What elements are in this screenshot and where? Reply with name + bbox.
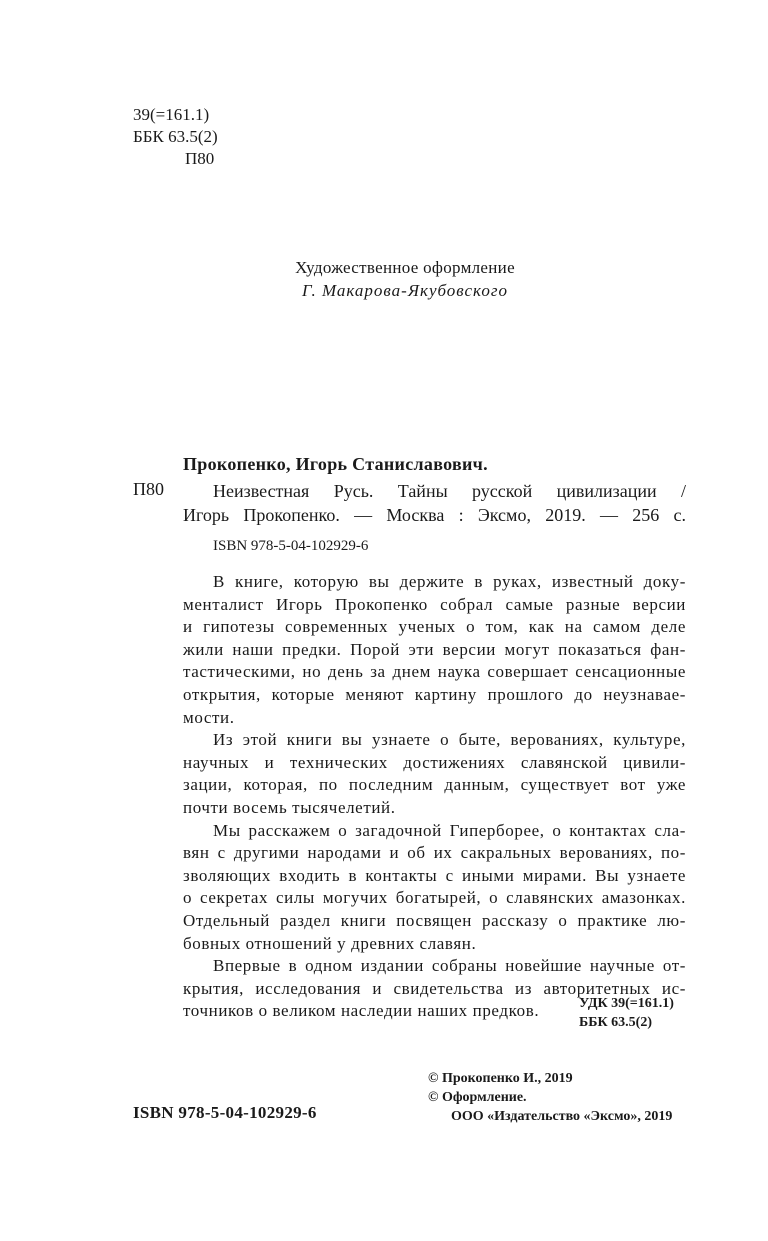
art-designer-name: Г. Макарова-Якубовского: [302, 281, 508, 300]
art-design-label: Художественное оформление: [295, 258, 515, 277]
classification-codes: [579, 994, 674, 1032]
annotation-line: почти восемь тысячелетий.: [183, 797, 396, 817]
annotation-line: крытия, исследования и свидетельства из авторитетных ис-: [183, 978, 686, 998]
annotation-line: вян с другими народами и об их сакральных верованиях, по-: [183, 843, 686, 863]
annotation-line: зволяющих входить в контакты с иными мирами. Вы узнаете: [183, 865, 686, 885]
copyright-design: © Оформление.: [428, 1090, 527, 1105]
annotation-line: Впервые в одном издании собраны новейшие научные от-: [213, 956, 686, 976]
copyright-author: © Прокопенко И., 2019: [428, 1071, 573, 1086]
annotation-line: научных и технических достижениях славянской цивили-: [183, 752, 686, 772]
author-heading: Прокопенко, Игорь Станиславович.: [183, 454, 488, 474]
title-line: Игорь Прокопенко. — Москва : Эксмо, 2019. — 256 с.: [183, 505, 686, 525]
title-line: Неизвестная Русь. Тайны русской цивилизации /: [213, 481, 686, 501]
annotation-line: В книге, которую вы держите в руках, известный доку-: [213, 572, 686, 591]
annotation-line: тастическими, но день за днем наука совершает сенсационные: [183, 662, 686, 682]
annotation-line: точников о великом наследии наших предков.: [183, 1001, 540, 1021]
annotation-line: и гипотезы современных ученых о том, как на самом деле: [183, 617, 686, 637]
top-classification-codes: [133, 104, 218, 170]
author-mark-left: П80: [133, 479, 164, 499]
udk-code: 39(=161.1): [133, 105, 210, 124]
annotation-line: жили наши предки. Порой эти версии могут показаться фан-: [183, 639, 686, 659]
annotation-line: о секретах силы могучих богатырей, о славянских амазонках.: [183, 888, 686, 908]
copyright-publisher: ООО «Издательство «Эксмо», 2019: [451, 1109, 673, 1124]
bbk-code: ББК 63.5(2): [579, 1015, 652, 1030]
annotation-line: менталист Игорь Прокопенко собрал самые разные версии: [183, 594, 686, 614]
annotation-line: Мы расскажем о загадочной Гиперборее, о контактах сла-: [213, 820, 686, 840]
annotation-line: Отдельный раздел книги посвящен рассказу о практике лю-: [183, 910, 686, 930]
isbn-text: ISBN 978-5-04-102929-6: [213, 538, 369, 554]
annotation-line: Из этой книги вы узнаете о быте, верованиях, культуре,: [213, 730, 686, 750]
isbn-bottom: ISBN 978-5-04-102929-6: [133, 1103, 317, 1122]
annotation-line: зации, которая, по последним данным, существует вот уже: [183, 775, 686, 795]
author-mark: П80: [185, 149, 215, 168]
copyright-block: [428, 1069, 672, 1126]
annotation: [183, 571, 686, 1023]
annotation-line: бовных отношений у древних славян.: [183, 933, 477, 953]
art-design-credit: [200, 256, 610, 302]
title-description: [183, 479, 686, 527]
annotation-line: мости.: [183, 707, 235, 727]
udk-code: УДК 39(=161.1): [579, 996, 674, 1011]
annotation-line: открытия, которые меняют картину прошлого до неузнавае-: [183, 684, 686, 704]
bbk-code: ББК 63.5(2): [133, 127, 218, 146]
